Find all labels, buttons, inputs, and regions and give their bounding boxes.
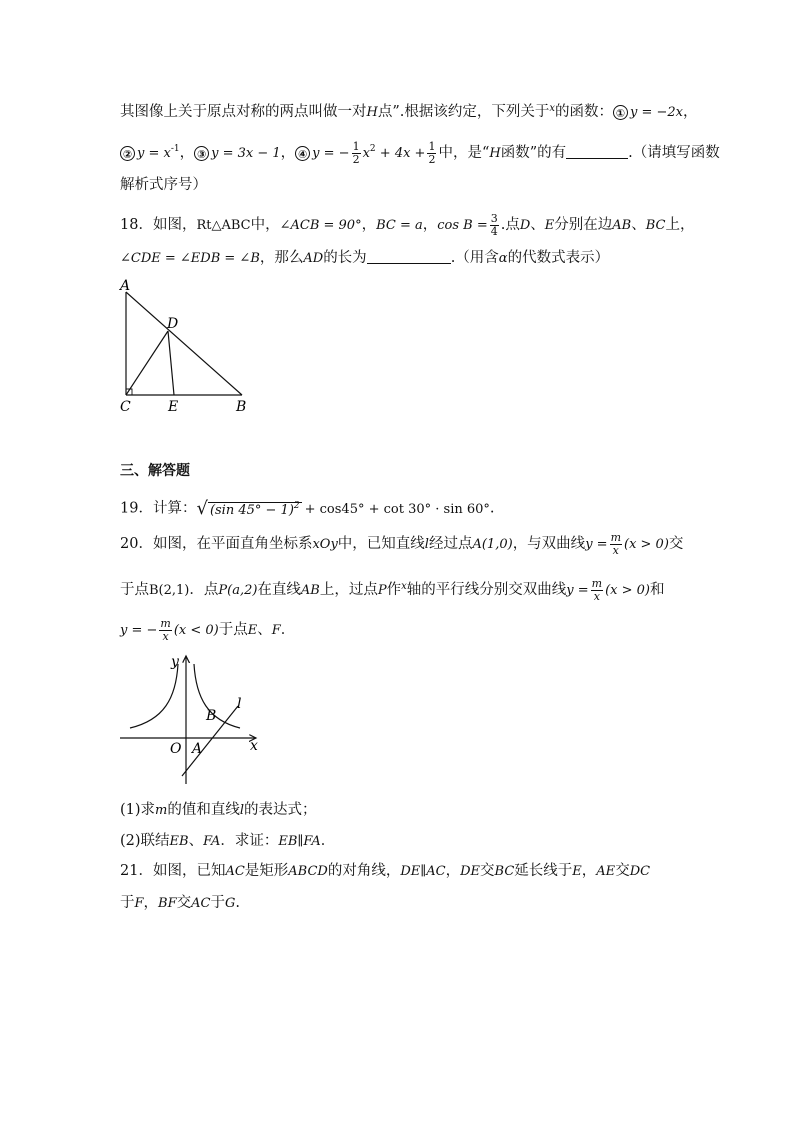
question-number: 20．如图，在平面直角坐标系	[120, 536, 313, 552]
segment-CD	[126, 331, 168, 395]
option-number-1: ①	[613, 105, 628, 120]
label-O: O	[170, 741, 182, 757]
label-D: D	[167, 316, 179, 332]
hyperbola-right	[194, 664, 240, 728]
fraction: $\frac{3}{4}$	[490, 211, 498, 238]
exponent: -1	[170, 144, 180, 154]
text: 点”.根据该约定，下列关于	[377, 104, 550, 120]
text: 中，是“	[438, 145, 490, 161]
function-2: y = x	[137, 146, 171, 161]
label-C: C	[120, 399, 131, 415]
fraction: $\frac{1}{2}$	[428, 139, 436, 166]
option-number-4: ④	[295, 146, 310, 161]
text: 解析式序号）	[120, 177, 207, 193]
square-root: √ (sin 45° − 1)$^2$	[196, 498, 300, 519]
segment-AB	[126, 292, 242, 395]
label-y: y	[171, 654, 179, 670]
q20-line-1: 20．如图，在平面直角坐标系xOy中，已知直线l经过点A(1,0)，与双曲线y = $\frac{m}{x}$ (x > 0)交	[120, 530, 684, 557]
option-number-3: ③	[194, 146, 209, 161]
label-x: x	[250, 738, 258, 754]
coordinate-figure	[116, 650, 266, 790]
text: ，	[179, 145, 195, 161]
answer-blank[interactable]	[367, 249, 451, 264]
text: ，	[683, 104, 698, 120]
q17-line-3	[120, 174, 754, 196]
q20-sub-2: (2)联结EB、FA．求证：EB∥FA．	[120, 833, 336, 849]
q20-sub-1: (1)求m的值和直线l的表达式；	[120, 802, 317, 818]
function-3: y = 3x − 1	[211, 146, 281, 161]
section-heading: 三、解答题	[120, 463, 190, 479]
label-l: l	[237, 696, 242, 712]
math-x: x	[549, 103, 556, 114]
segment-DE	[168, 331, 174, 395]
q18-line-1: 18．如图，Rt△ABC中，∠ACB = 90°，BC = a，cos B = $\frac{3}{4}$ .点D、E分别在边AB、BC上，	[120, 211, 695, 238]
question-number: 18．如图，	[120, 217, 197, 233]
question-number: 19．计算：	[120, 500, 197, 517]
q20-line-2: 于点B(2,1)．点P(a,2)在直线AB上，过点P作$^x$轴的平行线分别交双曲线y = $\frac{m}{x}$ (x > 0)和	[120, 576, 665, 603]
label-B: B	[206, 708, 217, 724]
question-number: 21．如图，已知	[120, 863, 226, 879]
function-4: y = −	[312, 146, 350, 161]
option-number-2: ②	[120, 146, 135, 161]
fraction: $\frac{m}{x}$	[610, 530, 621, 557]
text: 函数”的有	[500, 145, 567, 161]
label-A: A	[192, 741, 203, 757]
math-triangle: Rt△ABC	[196, 218, 251, 233]
fraction: $\frac{m}{x}$	[160, 616, 171, 643]
text: .（请填写函数	[628, 145, 720, 161]
answer-blank[interactable]	[566, 144, 628, 159]
label-B: B	[236, 399, 247, 415]
q17-line-2: ② $y = x^{-1}$， ③ y = 3x − 1， ④ y = − $\frac{1}{2}$ $x^2 + 4x$ + $\frac{1}{2}$ 中，是“H函数”的有 .（请填写函数	[120, 134, 754, 169]
fraction: $\frac{1}{2}$	[352, 139, 360, 166]
math-H: H	[366, 105, 378, 120]
hyperbola-left	[130, 664, 178, 728]
q17-line-1	[120, 98, 754, 124]
q18-line-2: ∠CDE = ∠EDB = ∠B，那么AD的长为 .（用含α的代数式表示）	[120, 250, 610, 266]
text: 的函数：	[555, 104, 614, 120]
fraction: $\frac{m}{x}$	[591, 576, 603, 603]
text: ，	[280, 145, 296, 161]
text: 其图像上关于原点对称的两点叫做一对	[120, 104, 367, 120]
label-A: A	[120, 278, 131, 294]
q21-line-1: 21．如图，已知AC是矩形ABCD的对角线，DE∥AC，DE交BC延长线于E，AE交DC	[120, 863, 651, 879]
label-E: E	[168, 399, 179, 415]
q20-line-3: y = − $\frac{m}{x}$ (x < 0)于点E、F．	[120, 616, 296, 643]
function-1: y = −2x	[630, 105, 684, 120]
q21-line-2: 于F，BF交AC于G.	[120, 895, 240, 911]
q19-line: 19．计算：√ (sin 45° − 1)$^2$ + cos45° + cot 30° · sin 60°.	[120, 492, 754, 525]
triangle-figure	[110, 276, 260, 416]
